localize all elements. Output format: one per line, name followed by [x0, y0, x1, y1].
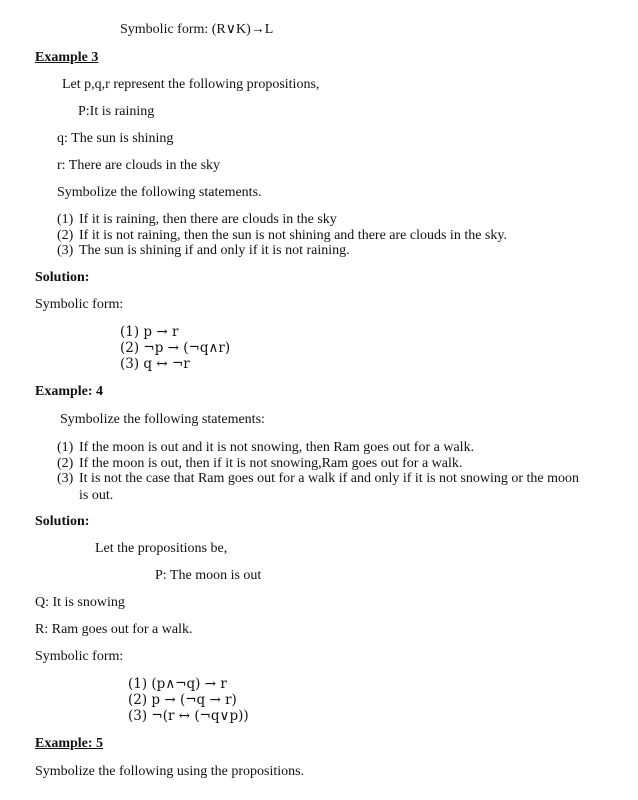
list-item-text: The sun is shining if and only if it is not raining. [79, 243, 350, 258]
proposition-q: Q: It is snowing [35, 595, 125, 610]
proposition-r: R: Ram goes out for a walk. [35, 622, 193, 637]
list-item-text: If the moon is out and it is not snowing, then Ram goes out for a walk. [79, 440, 475, 455]
top-symbolic-form: Symbolic form: (R∨K)→L [120, 22, 274, 37]
list-item [57, 470, 585, 504]
example-4-symbolic-label: Symbolic form: [35, 649, 124, 664]
example-3-instruction: Symbolize the following statements. [57, 185, 262, 200]
list-item-number: (2) [57, 456, 74, 471]
list-item-number: (3) [57, 243, 74, 258]
example-5-heading: Example: 5 [35, 736, 104, 751]
list-item-number: (3) [57, 471, 74, 486]
example-3-heading: Example 3 [35, 50, 99, 65]
example-4-heading: Example: 4 [35, 384, 104, 399]
example-4-answer-1: (1) (p∧¬q) → r [128, 676, 227, 692]
list-item-number: (2) [57, 228, 74, 243]
list-item-text: If it is not raining, then the sun is not shining and there are clouds in the sky. [79, 228, 507, 243]
proposition-q: q: The sun is shining [57, 131, 174, 146]
example-4-solution-heading: Solution: [35, 514, 90, 529]
example-4-instruction: Symbolize the following statements: [60, 412, 265, 427]
list-item [57, 439, 474, 456]
example-4-let-text: Let the propositions be, [95, 541, 228, 556]
example-3-intro: Let p,q,r represent the following propositions, [62, 77, 320, 92]
example-5-intro: Symbolize the following using the propositions. [35, 764, 305, 779]
proposition-p: P:It is raining [78, 104, 155, 119]
list-item [57, 211, 337, 228]
example-3-symbolic-label: Symbolic form: [35, 297, 124, 312]
example-3-answer-1: (1) p → r [120, 324, 179, 340]
proposition-p: P: The moon is out [155, 568, 262, 583]
example-4-answer-2: (2) p → (¬q → r) [128, 692, 237, 708]
list-item-text: It is not the case that Ram goes out for a walk if and only if it is not snowing or the moon is out. [79, 471, 580, 503]
list-item-text: If it is raining, then there are clouds in the sky [79, 212, 337, 227]
list-item-number: (1) [57, 212, 74, 227]
proposition-r: r: There are clouds in the sky [57, 158, 221, 173]
example-3-solution-heading: Solution: [35, 270, 90, 285]
list-item-text: If the moon is out, then if it is not snowing,Ram goes out for a walk. [79, 456, 463, 471]
list-item-number: (1) [57, 440, 74, 455]
example-4-answer-3: (3) ¬(r ↔ (¬q∨p)) [128, 708, 249, 724]
list-item [57, 242, 350, 259]
example-3-answer-2: (2) ¬p → (¬q∧r) [120, 340, 231, 356]
example-3-answer-3: (3) q ↔ ¬r [120, 356, 190, 372]
